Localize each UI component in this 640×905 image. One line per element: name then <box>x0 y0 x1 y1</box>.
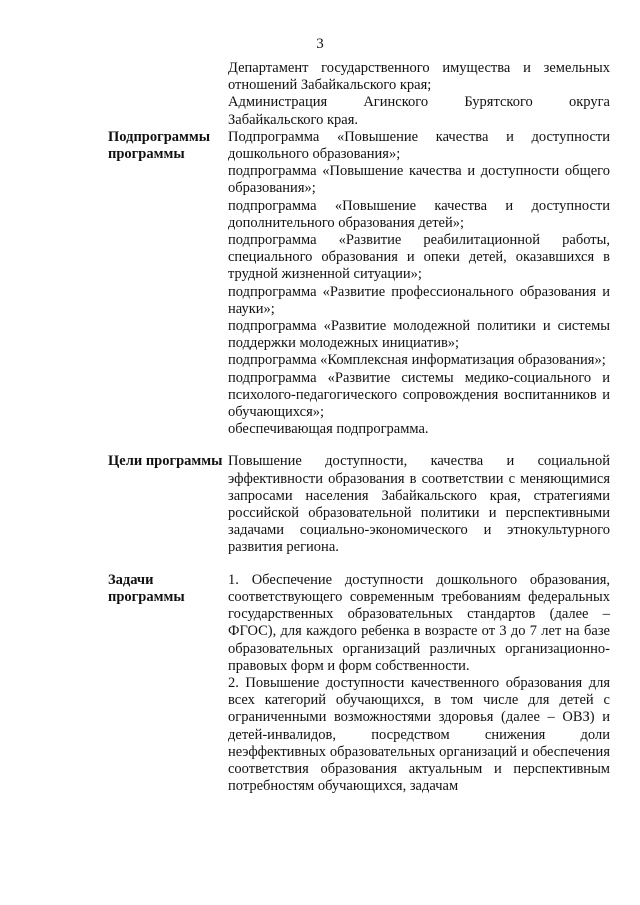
goals-row <box>0 453 640 556</box>
goals-text: Повышение доступности, качества и социальной эффективности образования в соответствии с меняющимися запросами населения Забайкальского края, стратегиями российской образовательной политики и перспективными задачами социально-экономического и этнокультурного развития региона. <box>228 453 610 556</box>
executors-list <box>228 60 610 129</box>
subprograms-label: Подпрограммы программы <box>108 128 211 163</box>
row-spacer <box>0 438 640 453</box>
executors-row <box>0 60 640 129</box>
subprogram-item: подпрограмма «Комплексная информатизация образования»; <box>228 352 606 369</box>
subprogram-item: подпрограмма «Развитие реабилитационной работы, специального образования и опеки детей, оказавшихся в трудной жизненной ситуации»; <box>228 232 610 283</box>
goals-body <box>228 453 610 556</box>
subprogram-item: подпрограмма «Развитие молодежной политики и системы поддержки молодежных инициатив»; <box>228 318 610 352</box>
tasks-row <box>0 572 640 796</box>
subprogram-item: подпрограмма «Повышение качества и доступности общего образования»; <box>228 163 610 197</box>
tasks-label: Задачи программы <box>108 571 185 605</box>
subprogram-item: подпрограмма «Развитие профессионального образования и науки»; <box>228 283 610 317</box>
subprograms-row <box>0 129 640 439</box>
passport-table <box>0 60 640 795</box>
subprograms-list <box>228 129 610 439</box>
goals-label: Цели программы <box>108 453 223 470</box>
row-spacer <box>0 557 640 572</box>
task-item: 1. Обеспечение доступности дошкольного образования, соответствующего современным требованиям федеральных государственных образовательных стандартов (далее – ФГОС), для каждого ребенка в возрасте от 3 до 7 лет на базе образовательных организаций различных организационно-правовых форм и форм собственности. <box>228 571 610 674</box>
page-number: 3 <box>316 36 324 52</box>
executor-item: Администрация Агинского Бурятского округа Забайкальского края. <box>228 94 610 128</box>
subprogram-item: подпрограмма «Развитие системы медико-социального и психолого-педагогического сопровождения воспитанников и обучающихся»; <box>228 369 610 421</box>
tasks-list <box>228 572 610 796</box>
executor-item: Департамент государственного имущества и земельных отношений Забайкальского края; <box>228 60 610 94</box>
subprogram-item: Подпрограмма «Повышение качества и доступности дошкольного образования»; <box>228 128 610 163</box>
subprogram-item: подпрограмма «Повышение качества и доступности дополнительного образования детей»; <box>228 197 610 231</box>
task-item: 2. Повышение доступности качественного образования для всех категорий обучающихся, в том числе для детей с ограниченными возможностями здоровья (далее – ОВЗ) и детей-инвалидов, посредством снижения доли неэффективных образовательных организаций и обеспечения соответствия образования актуальным и перспективным потребностям обучающихся, задачам <box>228 674 610 795</box>
subprogram-item: обеспечивающая подпрограмма. <box>228 421 429 438</box>
